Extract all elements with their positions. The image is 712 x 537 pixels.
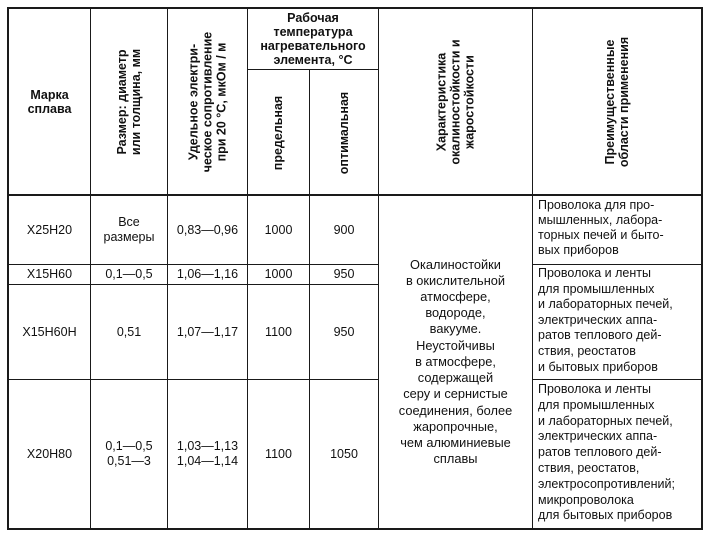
header-size: Размер: диаметр или толщина, мм <box>115 48 143 156</box>
row2-temp-limit: 1000 <box>264 267 293 281</box>
row4-size: 0,1—0,5 0,51—3 <box>105 439 153 468</box>
row2-resistance: 1,06—1,16 <box>176 267 239 281</box>
header-temp-limit: предельная <box>271 95 286 170</box>
row1-temp-limit: 1000 <box>264 222 293 237</box>
header-resistance: Удельное электри- ческое сопротивление при 20 °С, мкОм / м <box>186 31 229 173</box>
row3-grade: Х15Н60Н <box>22 324 77 339</box>
row1-grade: Х25Н20 <box>26 222 73 237</box>
row2-size: 0,1—0,5 <box>105 267 153 281</box>
application-2: Проволока и ленты для промышленных и лабораторных печей, электрических аппа- ратов теплового дей- ствия, реостатов и бытовых приборов <box>538 266 673 374</box>
row2-grade: Х15Н60 <box>26 267 73 281</box>
row4-resistance: 1,03—1,13 1,04—1,14 <box>176 439 239 468</box>
application-3: Проволока и ленты для промышленных и лабораторных печей, электрических аппа- ратов теплового дей- ствия, реостатов, электросопротивлений; микропроволока для бытовых приборов <box>538 382 675 523</box>
row1-resistance: 0,83—0,96 <box>176 222 239 237</box>
row1-temp-optimal: 900 <box>333 222 355 237</box>
header-temperature: Рабочая температура нагревательного элемента, °С <box>260 11 366 67</box>
application-1: Проволока для про- мышленных, лабора- торных печей и быто- вых приборов <box>538 198 664 257</box>
row4-grade: Х20Н80 <box>26 446 73 461</box>
row4-temp-optimal: 1050 <box>330 446 358 461</box>
characteristics-cell: Окалиностойки в окислительной атмосфере, водороде, вакууме. Неустойчивы в атмосфере, содержащей серу и сернистые соединения, более жаропрочные, чем алюминиевые сплавы <box>398 256 513 467</box>
header-applications: Преимущественные области применения <box>603 36 631 168</box>
row2-temp-optimal: 950 <box>333 267 355 281</box>
row3-temp-optimal: 950 <box>333 324 355 339</box>
row3-temp-limit: 1100 <box>265 324 292 339</box>
header-characteristics: Характеристика окалиностойкости и жаростойкости <box>434 39 477 165</box>
row4-temp-limit: 1100 <box>265 446 292 461</box>
header-grade: Марка сплава <box>27 88 72 116</box>
row3-resistance: 1,07—1,17 <box>176 324 239 339</box>
header-temp-optimal: оптимальная <box>337 91 352 174</box>
row1-size: Все размеры <box>103 215 155 244</box>
row3-size: 0,51 <box>116 324 142 339</box>
